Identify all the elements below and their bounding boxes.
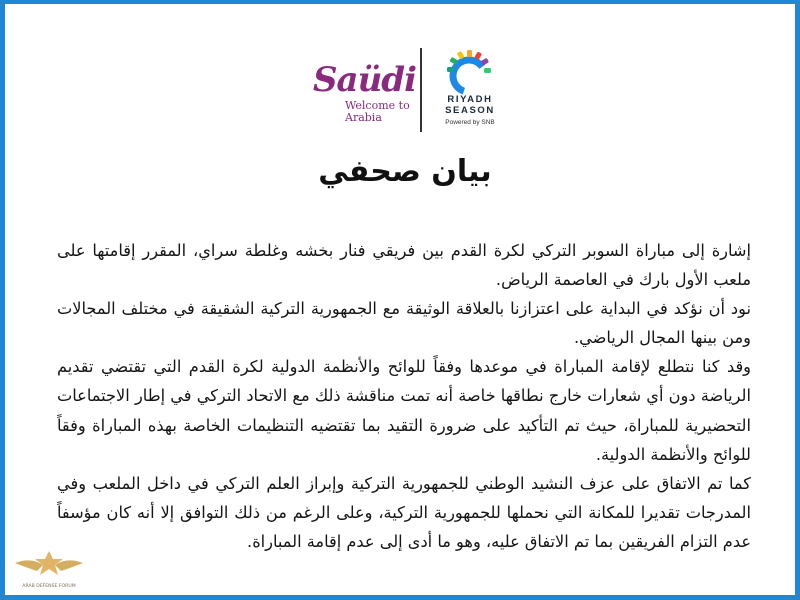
riyadh-season-logo [435, 48, 505, 132]
statement-body [57, 236, 751, 556]
riyadh-season-ring-icon [443, 48, 495, 100]
statement-paragraph: وقد كنا نتطلع لإقامة المباراة في موعدها وفقاً للوائح والأنظمة الدولية لكرة القدم التي تقتضي تقديم الرياضة دون أي شعارات خارج نطاقها خاصة أنه تمت مناقشة ذلك مع الاتحاد التركي في إطار الاجتماعات التحضيرية للمباراة، حيث تم التأكيد على ضرورة التقيد بما تقتضيه التنظيمات الخاصة بهذه المباراة وفقاً للوائح والأنظمة الدولية. [57, 357, 751, 464]
arab-defense-forum-watermark [13, 549, 85, 591]
riyadh-season-title: RIYADH SEASON [445, 94, 495, 116]
logo-divider [420, 48, 422, 132]
statement-paragraph: إشارة إلى مباراة السوبر التركي لكرة القدم بين فريقي فنار بخشه وغلطة سراي، المقرر إقامتها على ملعب الأول بارك في العاصمة الرياض. [57, 241, 751, 290]
riyadh-season-powered: Powered by SNB [445, 119, 495, 126]
saudi-logo [305, 58, 415, 124]
statement-paragraph: كما تم الاتفاق على عزف النشيد الوطني للجمهورية التركية وإبراز العلم التركي في داخل الملعب وفي المدرجات تقديرا للمكانة التي نحملها للجمهورية التركية، وعلى الرغم من ذلك التوافق إلا أنه كان مؤسفاً عدم التزام الفريقين بما تم الاتفاق عليه، وهو ما أدى إلى عدم إقامة المباراة. [57, 473, 751, 551]
statement-paragraph: نود أن نؤكد في البداية على اعتزازنا بالعلاقة الوثيقة مع الجمهورية التركية الشقيقة في مختلف المجالات ومن بينها المجال الرياضي. [57, 299, 751, 348]
saudi-logo-tagline: Welcome to Arabia [345, 99, 410, 124]
page-title: بيان صحفي [318, 154, 492, 189]
header-logos [5, 48, 800, 134]
saudi-logo-word: Saüdi [313, 60, 416, 100]
watermark-text: ARAB DEFENSE FORUM [22, 584, 76, 589]
